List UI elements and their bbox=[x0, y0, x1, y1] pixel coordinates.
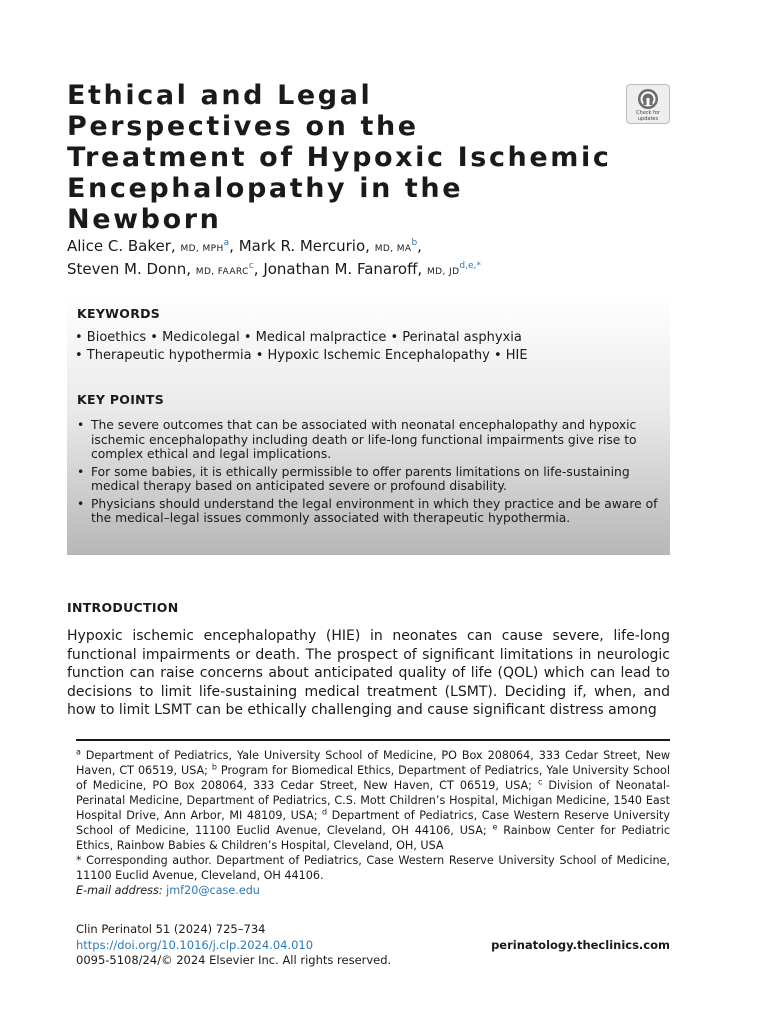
author-degrees: MD, MA bbox=[374, 244, 412, 254]
email-line bbox=[76, 883, 670, 898]
key-point-text: The severe outcomes that can be associated with neonatal encephalopathy and hypoxic ischemic encephalopathy including death or life-long functional impairments give rise to complex ethical and legal implications. bbox=[91, 418, 637, 461]
badge-label-2: updates bbox=[637, 116, 659, 122]
author-degrees: MD, FAARC bbox=[195, 267, 249, 277]
key-point-item bbox=[77, 497, 662, 526]
key-points-list bbox=[77, 418, 662, 529]
author-separator: , bbox=[417, 237, 422, 255]
keywords-keypoints-box bbox=[67, 296, 670, 555]
key-point-text: Physicians should understand the legal environment in which they practice and be aware of the medical–legal issues commonly associated with therapeutic hypothermia. bbox=[91, 496, 658, 525]
footnotes bbox=[76, 748, 670, 898]
journal-citation: Clin Perinatol 51 (2024) 725–734 bbox=[76, 922, 266, 936]
author-degrees: MD, MPH bbox=[180, 244, 224, 254]
affiliation-text: Program for Biomedical Ethics, Department of Pediatrics, Yale University School of Medicine, PO Box 208064, 333 Cedar Street, New Haven, CT 06519, USA; bbox=[76, 764, 670, 792]
affiliation-text: Department of Pediatrics, Case Western Reserve University School of Medicine, 11100 Euclid Avenue, Cleveland, OH 44106, USA; bbox=[76, 809, 670, 837]
affiliation-text: Division of Neonatal-Perinatal Medicine, Department of Pediatrics, C.S. Mott Children’s Hospital, Michigan Medicine, 1540 East Hospital Drive, Ann Arbor, MI 48109, USA; bbox=[76, 779, 670, 822]
author-list bbox=[67, 236, 687, 282]
affiliation-link[interactable]: b bbox=[411, 238, 418, 248]
copyright-line: 0095-5108/24/© 2024 Elsevier Inc. All rights reserved. bbox=[76, 953, 392, 967]
key-point-text: For some babies, it is ethically permissible to offer parents limitations on life-sustaining medical therapy based on anticipated severe or profound disability. bbox=[91, 464, 630, 493]
title-line: Encephalopathy in the Newborn bbox=[67, 173, 464, 235]
keywords-list bbox=[75, 329, 528, 365]
email-link[interactable]: jmf20@case.edu bbox=[166, 884, 260, 897]
doi-link[interactable]: https://doi.org/10.1016/j.clp.2024.04.010 bbox=[76, 937, 314, 952]
badge-label-1: Check for bbox=[636, 110, 660, 116]
citation-block bbox=[76, 922, 391, 969]
affiliation-marker: d bbox=[322, 807, 328, 817]
affiliation-text: Department of Pediatrics, Yale University School of Medicine, PO Box 208064, 333 Cedar Street, New Haven, CT 06519, USA; bbox=[76, 749, 670, 777]
introduction-heading: INTRODUCTION bbox=[67, 600, 179, 615]
author-name: Steven M. Donn, bbox=[67, 260, 191, 278]
article-title bbox=[67, 80, 627, 235]
keywords-line: • Bioethics • Medicolegal • Medical malpractice • Perinatal asphyxia bbox=[75, 330, 522, 345]
affiliation-link[interactable]: d,e,* bbox=[459, 261, 481, 271]
title-line: Ethical and Legal bbox=[67, 80, 373, 111]
affiliation-link[interactable]: c bbox=[248, 261, 254, 271]
affiliation-marker: b bbox=[211, 762, 217, 772]
bullet: • bbox=[77, 496, 85, 511]
author-name: Mark R. Mercurio, bbox=[238, 237, 370, 255]
affiliation-marker: a bbox=[76, 747, 81, 757]
affiliation-text: Rainbow Center for Pediatric Ethics, Rainbow Babies & Children’s Hospital, Cleveland, OH, USA bbox=[76, 824, 670, 852]
keywords-heading: KEYWORDS bbox=[77, 306, 161, 321]
author-degrees: MD, JD bbox=[427, 267, 460, 277]
title-line: Treatment of Hypoxic Ischemic bbox=[67, 142, 612, 173]
key-point-item bbox=[77, 465, 662, 494]
affiliation-link[interactable]: a bbox=[223, 238, 230, 248]
affiliations bbox=[76, 748, 670, 853]
author-name: Alice C. Baker, bbox=[67, 237, 176, 255]
journal-website[interactable]: perinatology.theclinics.com bbox=[491, 938, 670, 952]
bullet: • bbox=[77, 418, 85, 432]
key-point-item bbox=[77, 418, 662, 462]
check-for-updates-icon bbox=[637, 88, 659, 110]
affiliation-marker: e bbox=[492, 822, 498, 832]
email-label: E-mail address: bbox=[76, 884, 163, 897]
introduction-paragraph: Hypoxic ischemic encephalopathy (HIE) in neonates can cause severe, life-long functional impairments or death. The prospect of significant limitations in neurologic function can raise concerns about anticipated quality of life (QOL) which can lead to decisions to limit life-sustaining medical treatment (LSMT). Deciding if, when, and how to limit LSMT can be ethically challenging and cause significant distress among bbox=[67, 628, 670, 718]
title-line: Perspectives on the bbox=[67, 111, 419, 142]
author-name: Jonathan M. Fanaroff, bbox=[263, 260, 423, 278]
key-points-heading: KEY POINTS bbox=[77, 392, 165, 407]
keywords-line: • Therapeutic hypothermia • Hypoxic Ischemic Encephalopathy • HIE bbox=[75, 348, 528, 363]
author-separator: , bbox=[253, 260, 264, 278]
check-for-updates-badge[interactable] bbox=[626, 84, 670, 124]
footnote-divider bbox=[76, 739, 670, 741]
author-separator: , bbox=[229, 237, 239, 255]
affiliation-marker: c bbox=[537, 777, 543, 787]
corresponding-author: * Corresponding author. Department of Pediatrics, Case Western Reserve University School of Medicine, 11100 Euclid Avenue, Cleveland, OH 44106. bbox=[76, 854, 670, 882]
bullet: • bbox=[77, 464, 85, 479]
